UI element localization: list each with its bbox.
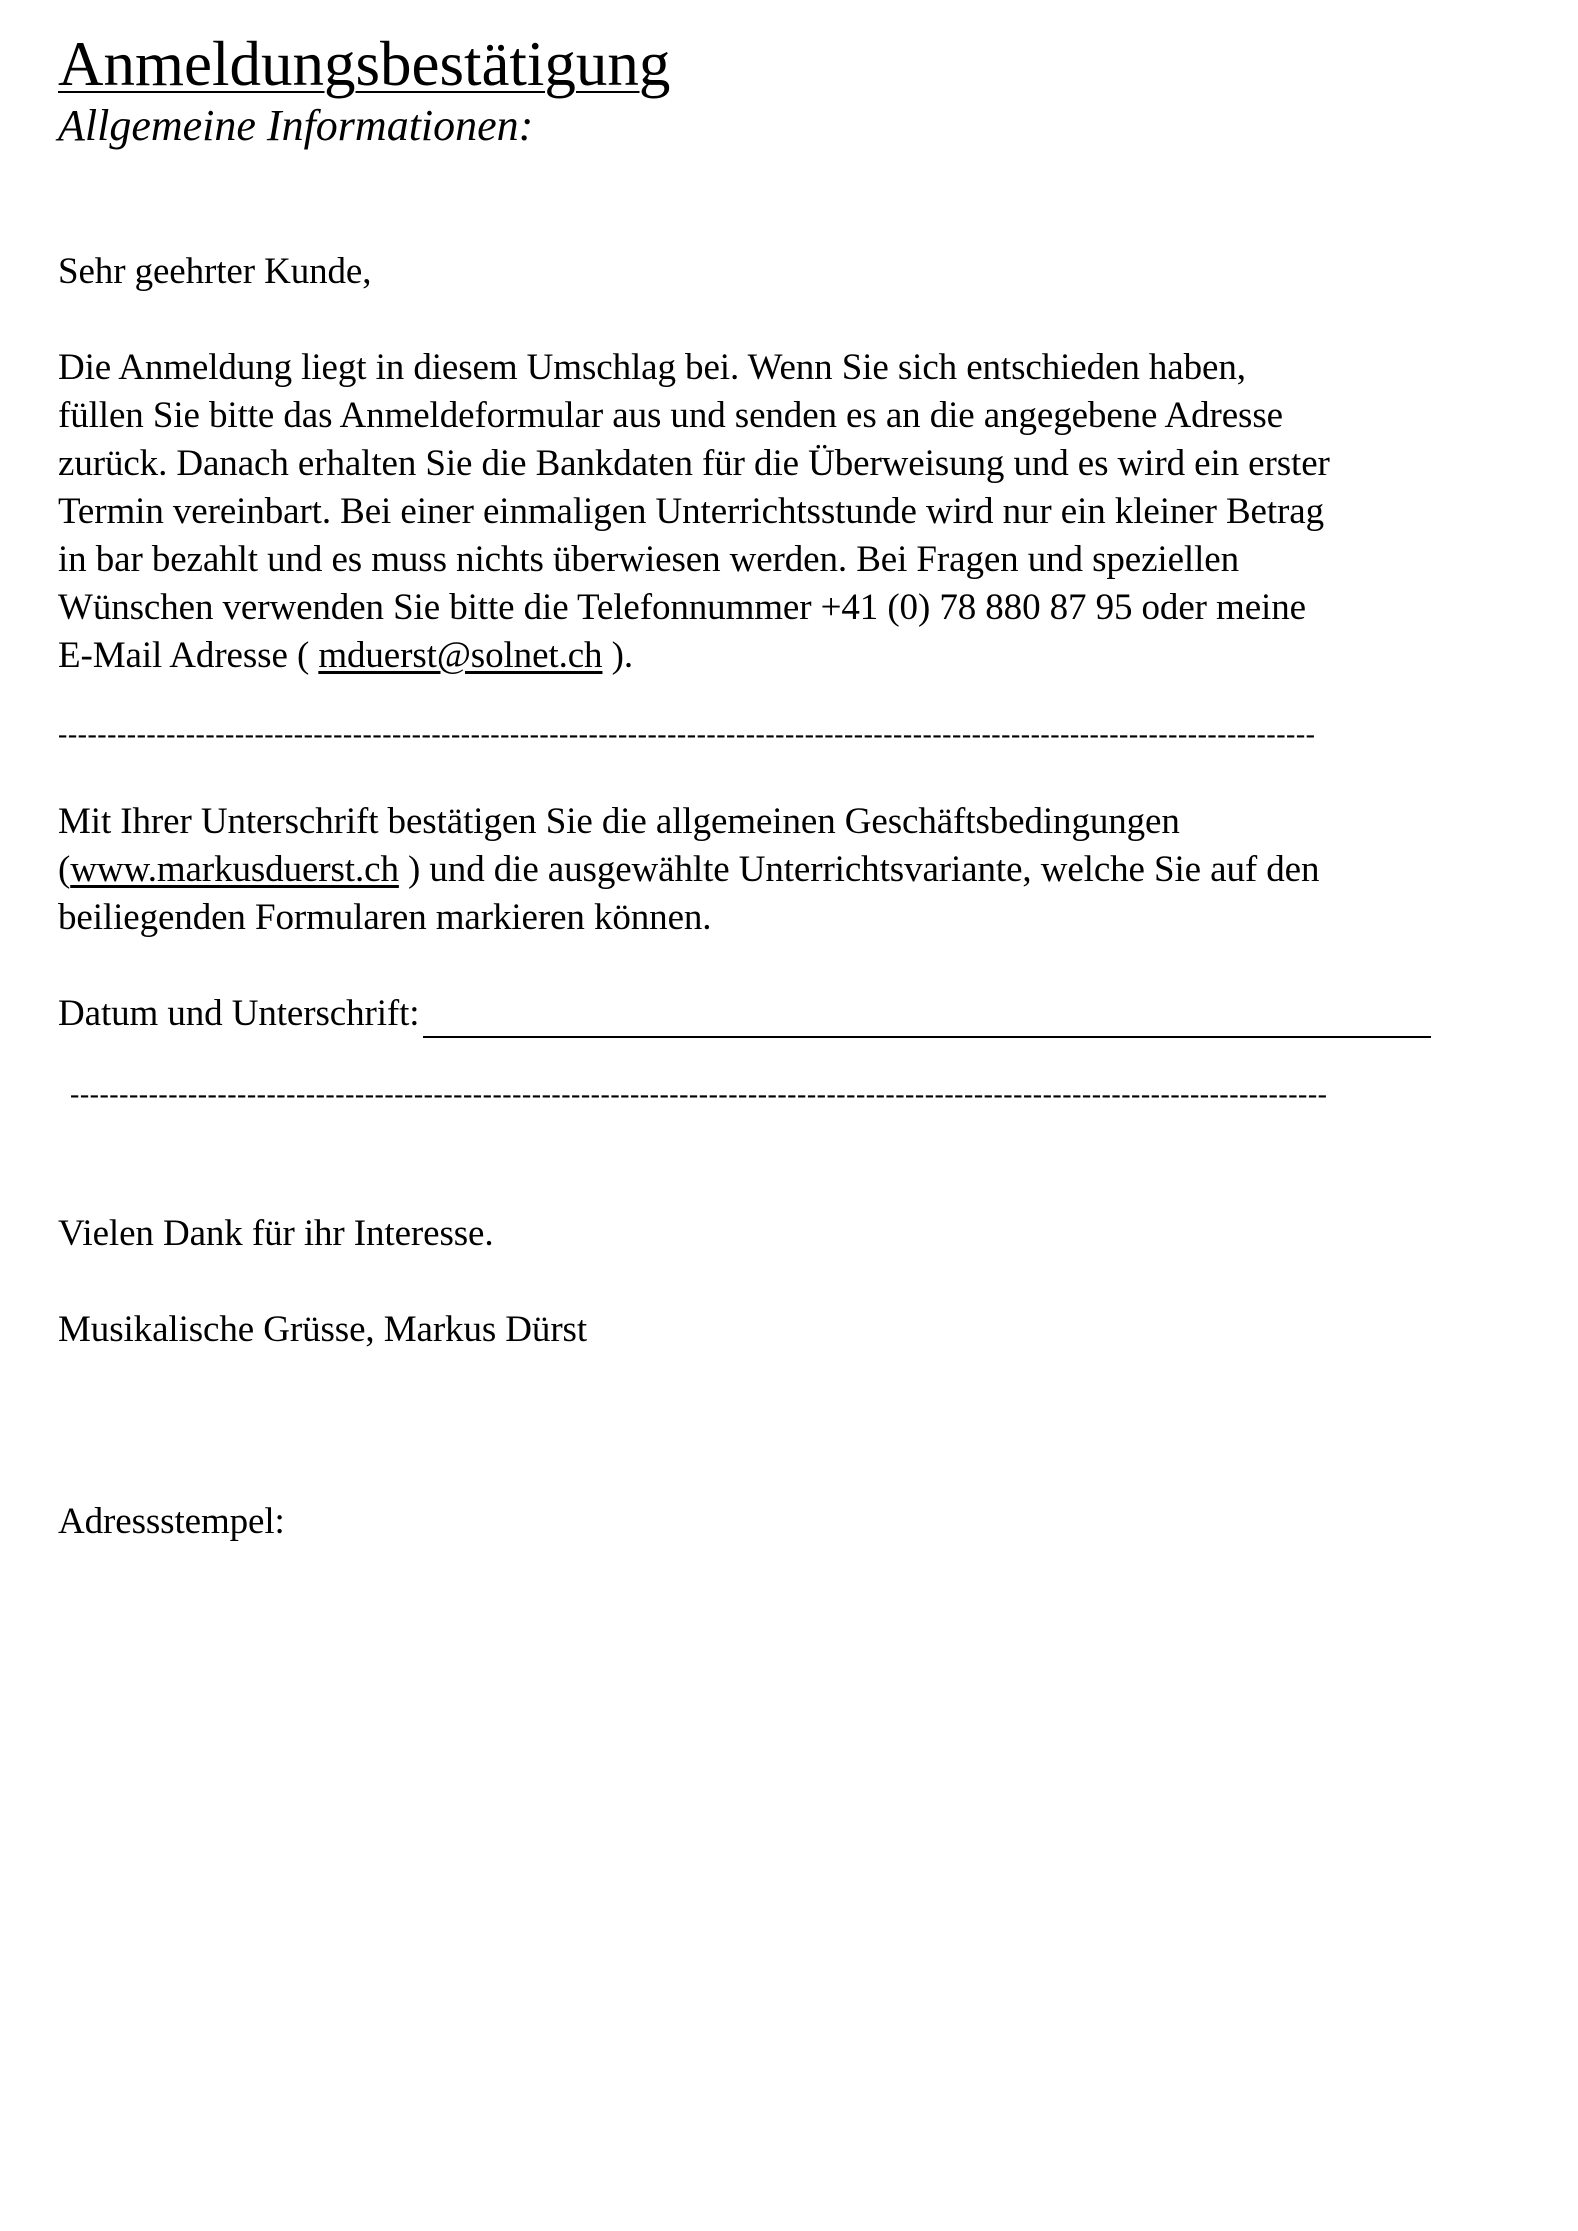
terms-prefix: ( xyxy=(58,849,71,890)
email-line xyxy=(58,632,1558,680)
terms-line xyxy=(58,846,1558,894)
intro-line: Termin vereinbart. Bei einer einmaligen Unterrichtsstunde wird nur ein kleiner Betrag xyxy=(58,491,1324,532)
email-prefix: E-Mail Adresse ( xyxy=(58,635,319,676)
thanks-text: Vielen Dank für ihr Interesse. xyxy=(58,1213,494,1254)
signature-field[interactable] xyxy=(423,1002,1431,1038)
email-suffix: ). xyxy=(602,635,633,676)
terms-line: beiliegenden Formularen markieren können. xyxy=(58,897,712,938)
document-title: Anmeldungsbestätigung xyxy=(58,29,671,99)
signature-row xyxy=(58,990,1558,1038)
terms-paragraph xyxy=(58,798,1558,942)
terms-line: Mit Ihrer Unterschrift bestätigen Sie die allgemeinen Geschäftsbedingungen xyxy=(58,801,1180,842)
divider-line: -------------------------------------------------------------------------------------------------------------------------------- xyxy=(58,720,1316,750)
terms-line-rest: ) und die ausgewählte Unterrichtsvariante, welche Sie auf den xyxy=(398,849,1320,890)
intro-line: Wünschen verwenden Sie bitte die Telefonnummer +41 (0) 78 880 87 95 oder meine xyxy=(58,587,1306,628)
signature-label: Datum und Unterschrift: xyxy=(58,993,420,1034)
intro-paragraph xyxy=(58,344,1558,680)
website-link[interactable]: www.markusduerst.ch xyxy=(70,849,399,890)
closing-text: Musikalische Grüsse, Markus Dürst xyxy=(58,1309,588,1350)
email-link[interactable]: mduerst@solnet.ch xyxy=(318,635,603,676)
intro-line: Die Anmeldung liegt in diesem Umschlag bei. Wenn Sie sich entschieden haben, xyxy=(58,347,1246,388)
salutation: Sehr geehrter Kunde, xyxy=(58,251,372,292)
intro-line: in bar bezahlt und es muss nichts überwiesen werden. Bei Fragen und speziellen xyxy=(58,539,1240,580)
document-subtitle: Allgemeine Informationen: xyxy=(58,101,534,150)
intro-line: zurück. Danach erhalten Sie die Bankdaten für die Überweisung und es wird ein erster xyxy=(58,443,1330,484)
document-page xyxy=(58,28,1558,1546)
address-stamp-label: Adressstempel: xyxy=(58,1501,285,1542)
divider-line: -------------------------------------------------------------------------------------------------------------------------------- xyxy=(70,1080,1328,1110)
intro-line: füllen Sie bitte das Anmeldeformular aus und senden es an die angegebene Adresse xyxy=(58,395,1283,436)
